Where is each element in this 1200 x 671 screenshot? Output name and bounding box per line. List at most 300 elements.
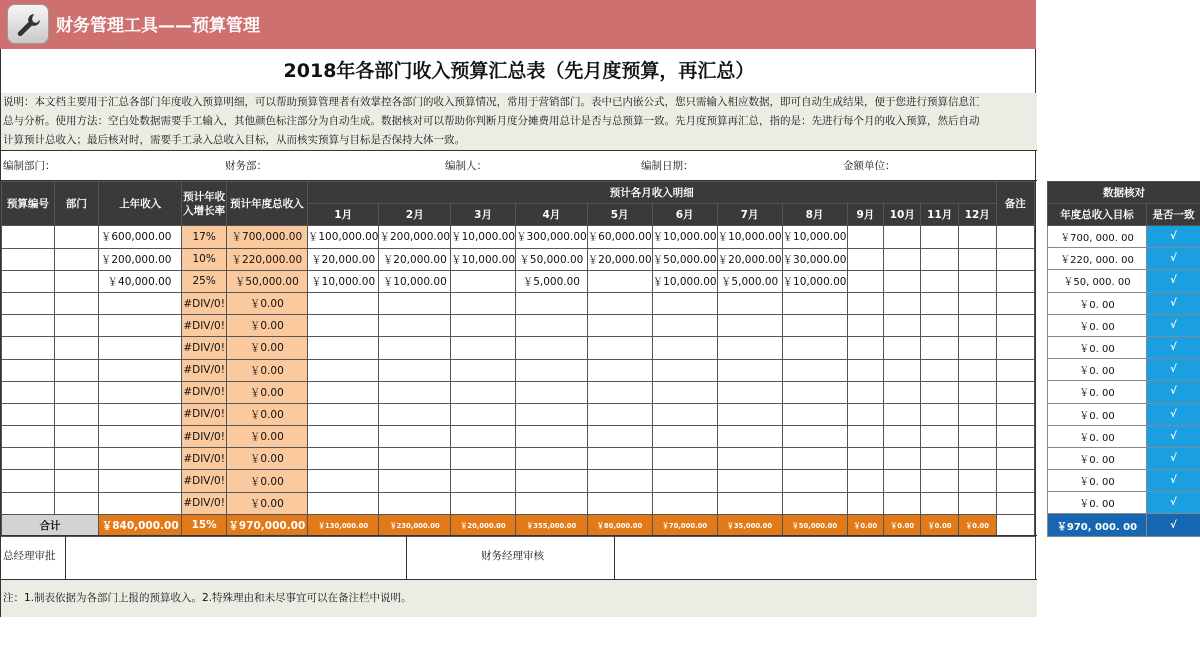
month-cell[interactable] [958, 470, 996, 492]
check-row [1048, 492, 1200, 514]
month-cell[interactable] [652, 381, 717, 403]
last-year-cell[interactable]: ￥600,000.00 [98, 226, 182, 248]
last-year-cell[interactable] [98, 292, 182, 314]
month-cell[interactable] [847, 403, 884, 425]
header-growth-line: 预计年收 [183, 190, 226, 203]
total-cell: ￥0.00 [226, 403, 307, 425]
month-cell[interactable] [307, 315, 379, 337]
check-target-cell[interactable]: ￥0. 00 [1048, 292, 1147, 314]
month-cell[interactable] [921, 403, 959, 425]
remark-cell[interactable] [996, 226, 1034, 248]
month-cell[interactable] [516, 359, 588, 381]
sum-month-cell: ￥0.00 [921, 514, 959, 536]
last-year-cell[interactable] [98, 470, 182, 492]
month-cell[interactable] [958, 381, 996, 403]
month-cell[interactable]: ￥60,000.00 [587, 226, 652, 248]
dept-cell[interactable] [54, 270, 98, 292]
month-cell[interactable] [884, 448, 921, 470]
check-mark-icon: √ [1147, 381, 1200, 403]
remark-cell[interactable] [996, 470, 1034, 492]
month-cell[interactable] [587, 270, 652, 292]
meta-row [1, 150, 1037, 181]
gm-approval-field[interactable] [66, 536, 407, 580]
table-row [2, 315, 1035, 337]
month-cell[interactable] [884, 337, 921, 359]
remark-cell[interactable] [996, 359, 1034, 381]
month-cell[interactable] [307, 337, 379, 359]
code-cell[interactable] [2, 226, 55, 248]
month-cell[interactable] [652, 359, 717, 381]
month-cell[interactable]: ￥10,000.00 [451, 248, 516, 270]
month-cell[interactable] [717, 492, 782, 514]
month-cell[interactable] [652, 426, 717, 448]
last-year-cell[interactable]: ￥40,000.00 [98, 270, 182, 292]
month-cell[interactable] [782, 403, 847, 425]
dept-label[interactable]: 编制部门： [3, 160, 56, 172]
month-cell[interactable] [516, 381, 588, 403]
check-sum-target: ￥970, 000. 00 [1048, 514, 1147, 536]
month-cell[interactable] [921, 248, 959, 270]
growth-rate-cell: #DIV/0! [182, 492, 226, 514]
header-dept: 部门 [54, 182, 98, 226]
check-mark-icon: √ [1147, 248, 1200, 270]
month-cell[interactable] [379, 381, 451, 403]
month-cell[interactable] [652, 315, 717, 337]
code-cell[interactable] [2, 337, 55, 359]
month-cell[interactable] [921, 270, 959, 292]
last-year-cell[interactable] [98, 381, 182, 403]
month-cell[interactable] [782, 492, 847, 514]
dept-cell[interactable] [54, 292, 98, 314]
remark-cell[interactable] [996, 492, 1034, 514]
month-cell[interactable] [652, 403, 717, 425]
month-cell[interactable] [587, 403, 652, 425]
dept-cell[interactable] [54, 359, 98, 381]
month-cell[interactable]: ￥5,000.00 [717, 270, 782, 292]
table-row [2, 292, 1035, 314]
dept-cell[interactable] [54, 381, 98, 403]
remark-cell[interactable] [996, 270, 1034, 292]
month-cell[interactable] [587, 359, 652, 381]
month-cell[interactable] [652, 292, 717, 314]
month-cell[interactable] [652, 492, 717, 514]
month-cell[interactable] [958, 426, 996, 448]
banner-title: 财务管理工具——预算管理 [56, 16, 260, 36]
header-month: 11月 [921, 204, 959, 226]
month-cell[interactable] [379, 403, 451, 425]
check-sum-mark-icon: √ [1147, 514, 1200, 536]
check-sum-row [1048, 514, 1200, 536]
month-cell[interactable] [307, 359, 379, 381]
sum-remark-cell [996, 514, 1034, 536]
month-cell[interactable] [921, 426, 959, 448]
last-year-cell[interactable] [98, 359, 182, 381]
table-row [2, 248, 1035, 270]
month-cell[interactable] [921, 315, 959, 337]
total-cell: ￥0.00 [226, 292, 307, 314]
header-month: 3月 [451, 204, 516, 226]
code-cell[interactable] [2, 403, 55, 425]
month-cell[interactable] [516, 292, 588, 314]
last-year-cell[interactable] [98, 337, 182, 359]
month-cell[interactable] [884, 492, 921, 514]
month-cell[interactable] [307, 448, 379, 470]
month-cell[interactable] [516, 426, 588, 448]
dept-cell[interactable] [54, 448, 98, 470]
month-cell[interactable] [847, 337, 884, 359]
growth-rate-cell: 17% [182, 226, 226, 248]
month-cell[interactable] [884, 426, 921, 448]
month-cell[interactable]: ￥10,000.00 [652, 226, 717, 248]
month-cell[interactable] [307, 492, 379, 514]
month-cell[interactable] [587, 492, 652, 514]
remark-cell[interactable] [996, 448, 1034, 470]
code-cell[interactable] [2, 292, 55, 314]
check-row [1048, 248, 1200, 270]
month-cell[interactable] [847, 381, 884, 403]
check-row [1048, 403, 1200, 425]
month-cell[interactable] [884, 270, 921, 292]
month-cell[interactable]: ￥30,000.00 [782, 248, 847, 270]
month-cell[interactable] [307, 470, 379, 492]
month-cell[interactable]: ￥10,000.00 [782, 226, 847, 248]
remark-cell[interactable] [996, 403, 1034, 425]
month-cell[interactable] [379, 337, 451, 359]
month-cell[interactable] [451, 403, 516, 425]
month-cell[interactable] [884, 359, 921, 381]
dept-cell[interactable] [54, 470, 98, 492]
month-cell[interactable] [717, 337, 782, 359]
check-row [1048, 425, 1200, 447]
remark-cell[interactable] [996, 381, 1034, 403]
month-cell[interactable] [884, 470, 921, 492]
month-cell[interactable] [652, 337, 717, 359]
remark-cell[interactable] [996, 248, 1034, 270]
code-cell[interactable] [2, 359, 55, 381]
remark-cell[interactable] [996, 315, 1034, 337]
month-cell[interactable] [451, 337, 516, 359]
month-cell[interactable] [451, 292, 516, 314]
last-year-cell[interactable] [98, 403, 182, 425]
month-cell[interactable] [307, 381, 379, 403]
total-cell: ￥50,000.00 [226, 270, 307, 292]
check-mark-icon: √ [1147, 470, 1200, 492]
month-cell[interactable] [516, 470, 588, 492]
month-cell[interactable] [451, 470, 516, 492]
table-row [2, 426, 1035, 448]
month-cell[interactable] [717, 426, 782, 448]
month-cell[interactable] [587, 426, 652, 448]
month-cell[interactable] [782, 315, 847, 337]
month-cell[interactable] [451, 381, 516, 403]
growth-rate-cell: #DIV/0! [182, 403, 226, 425]
date-label[interactable]: 编制日期： [641, 160, 694, 172]
month-cell[interactable] [717, 315, 782, 337]
month-cell[interactable] [717, 381, 782, 403]
header-month: 1月 [307, 204, 379, 226]
month-cell[interactable]: ￥300,000.00 [516, 226, 588, 248]
month-cell[interactable] [884, 315, 921, 337]
month-cell[interactable] [884, 292, 921, 314]
month-cell[interactable] [847, 470, 884, 492]
wrench-icon[interactable] [7, 4, 49, 44]
month-cell[interactable] [652, 448, 717, 470]
month-cell[interactable] [958, 403, 996, 425]
code-cell[interactable] [2, 248, 55, 270]
check-target-cell[interactable]: ￥0. 00 [1048, 492, 1147, 514]
remark-cell[interactable] [996, 337, 1034, 359]
month-cell[interactable] [587, 448, 652, 470]
month-cell[interactable] [921, 359, 959, 381]
month-cell[interactable] [921, 448, 959, 470]
check-target-cell[interactable]: ￥0. 00 [1048, 403, 1147, 425]
month-cell[interactable] [451, 359, 516, 381]
dept-cell[interactable] [54, 426, 98, 448]
month-cell[interactable]: ￥10,000.00 [379, 270, 451, 292]
sum-month-cell: ￥0.00 [958, 514, 996, 536]
dept-cell[interactable] [54, 337, 98, 359]
month-cell[interactable] [587, 292, 652, 314]
month-cell[interactable] [782, 448, 847, 470]
header-month: 4月 [516, 204, 588, 226]
total-cell: ￥0.00 [226, 359, 307, 381]
note-line: 总与分析。使用方法：空白处数据需要手工输入，其他颜色标注部分为自动生成。数据核对可以帮助你判断月度分摊费用总计是否与总预算一致。先月度预算再汇总，指的是：先进行每个月的收入预算，然后自动 [3, 115, 980, 127]
check-target-cell[interactable]: ￥0. 00 [1048, 381, 1147, 403]
month-cell[interactable] [921, 470, 959, 492]
month-cell[interactable] [652, 470, 717, 492]
month-cell[interactable] [451, 315, 516, 337]
check-mark-icon: √ [1147, 359, 1200, 381]
month-cell[interactable] [451, 426, 516, 448]
month-cell[interactable] [587, 337, 652, 359]
check-row [1048, 336, 1200, 358]
month-cell[interactable] [307, 292, 379, 314]
month-cell[interactable] [847, 292, 884, 314]
month-cell[interactable] [782, 359, 847, 381]
month-cell[interactable]: ￥20,000.00 [587, 248, 652, 270]
month-cell[interactable] [451, 448, 516, 470]
preparer-label[interactable]: 编制人： [445, 160, 487, 172]
month-cell[interactable] [379, 492, 451, 514]
month-cell[interactable] [516, 337, 588, 359]
fm-review-label: 财务经理审核 [481, 550, 544, 562]
growth-rate-cell: #DIV/0! [182, 426, 226, 448]
month-cell[interactable] [921, 226, 959, 248]
month-cell[interactable]: ￥10,000.00 [307, 270, 379, 292]
unit-label[interactable]: 金额单位： [843, 160, 896, 172]
month-cell[interactable] [958, 337, 996, 359]
month-cell[interactable]: ￥10,000.00 [451, 226, 516, 248]
check-mark-icon: √ [1147, 492, 1200, 514]
code-cell[interactable] [2, 381, 55, 403]
budget-table [1, 181, 1035, 537]
month-cell[interactable] [782, 292, 847, 314]
check-target-cell[interactable]: ￥220, 000. 00 [1048, 248, 1147, 270]
month-cell[interactable]: ￥10,000.00 [782, 270, 847, 292]
growth-rate-cell: #DIV/0! [182, 381, 226, 403]
check-target-cell[interactable]: ￥0. 00 [1048, 336, 1147, 358]
month-cell[interactable] [884, 248, 921, 270]
remark-cell[interactable] [996, 292, 1034, 314]
month-cell[interactable]: ￥5,000.00 [516, 270, 588, 292]
month-cell[interactable] [884, 403, 921, 425]
month-cell[interactable]: ￥20,000.00 [379, 248, 451, 270]
month-cell[interactable] [847, 359, 884, 381]
month-cell[interactable] [379, 359, 451, 381]
last-year-cell[interactable]: ￥200,000.00 [98, 248, 182, 270]
dept-cell[interactable] [54, 248, 98, 270]
month-cell[interactable]: ￥50,000.00 [516, 248, 588, 270]
month-cell[interactable] [847, 226, 884, 248]
footer-note: 注：1.制表依据为各部门上报的预算收入。2.特殊理由和未尽事宜可以在备注栏中说明。 [1, 579, 1037, 617]
month-cell[interactable]: ￥10,000.00 [717, 226, 782, 248]
code-cell[interactable] [2, 448, 55, 470]
check-target-cell[interactable]: ￥0. 00 [1048, 314, 1147, 336]
month-cell[interactable] [717, 470, 782, 492]
month-cell[interactable] [958, 448, 996, 470]
total-cell: ￥0.00 [226, 381, 307, 403]
month-cell[interactable] [782, 470, 847, 492]
check-title: 数据核对 [1048, 182, 1200, 204]
sum-month-cell: ￥355,000.00 [516, 514, 588, 536]
check-target-cell[interactable]: ￥700, 000. 00 [1048, 226, 1147, 248]
last-year-cell[interactable] [98, 448, 182, 470]
month-cell[interactable] [782, 337, 847, 359]
month-cell[interactable] [379, 292, 451, 314]
code-cell[interactable] [2, 470, 55, 492]
month-cell[interactable] [847, 426, 884, 448]
total-cell: ￥700,000.00 [226, 226, 307, 248]
check-target-cell[interactable]: ￥50, 000. 00 [1048, 270, 1147, 292]
gm-label-cell [1, 536, 66, 580]
code-cell[interactable] [2, 270, 55, 292]
month-cell[interactable] [958, 492, 996, 514]
month-cell[interactable] [379, 315, 451, 337]
month-cell[interactable] [451, 270, 516, 292]
month-cell[interactable] [587, 470, 652, 492]
month-cell[interactable] [847, 315, 884, 337]
check-target-cell[interactable]: ￥0. 00 [1048, 447, 1147, 469]
check-target-cell[interactable]: ￥0. 00 [1048, 470, 1147, 492]
total-cell: ￥0.00 [226, 426, 307, 448]
check-col-match: 是否一致 [1147, 204, 1200, 226]
code-cell[interactable] [2, 315, 55, 337]
month-cell[interactable] [847, 270, 884, 292]
month-cell[interactable] [307, 426, 379, 448]
month-cell[interactable] [587, 381, 652, 403]
header-month: 7月 [717, 204, 782, 226]
month-cell[interactable] [921, 492, 959, 514]
month-cell[interactable] [516, 448, 588, 470]
last-year-cell[interactable] [98, 492, 182, 514]
code-cell[interactable] [2, 426, 55, 448]
month-cell[interactable] [587, 315, 652, 337]
gm-approval-label: 总经理审批 [3, 550, 56, 562]
month-cell[interactable] [884, 226, 921, 248]
month-cell[interactable] [379, 470, 451, 492]
month-cell[interactable] [958, 248, 996, 270]
month-cell[interactable] [717, 359, 782, 381]
month-cell[interactable] [717, 448, 782, 470]
table-row [2, 226, 1035, 248]
header-month: 10月 [884, 204, 921, 226]
page-title: 2018年各部门收入预算汇总表（先月度预算，再汇总） [283, 60, 755, 82]
month-cell[interactable]: ￥200,000.00 [379, 226, 451, 248]
month-cell[interactable] [921, 292, 959, 314]
month-cell[interactable] [847, 448, 884, 470]
month-cell[interactable] [717, 403, 782, 425]
month-cell[interactable] [379, 448, 451, 470]
month-cell[interactable]: ￥10,000.00 [652, 270, 717, 292]
table-row [2, 359, 1035, 381]
month-cell[interactable] [782, 426, 847, 448]
check-mark-icon: √ [1147, 425, 1200, 447]
check-row [1048, 470, 1200, 492]
month-cell[interactable] [884, 381, 921, 403]
month-cell[interactable] [921, 337, 959, 359]
sum-month-cell: ￥0.00 [847, 514, 884, 536]
month-cell[interactable] [717, 292, 782, 314]
month-cell[interactable]: ￥20,000.00 [307, 248, 379, 270]
table-row [2, 337, 1035, 359]
month-cell[interactable] [516, 492, 588, 514]
dept-cell[interactable] [54, 403, 98, 425]
check-mark-icon: √ [1147, 270, 1200, 292]
month-cell[interactable]: ￥20,000.00 [717, 248, 782, 270]
month-cell[interactable] [958, 226, 996, 248]
month-cell[interactable]: ￥100,000.00 [307, 226, 379, 248]
last-year-cell[interactable] [98, 315, 182, 337]
month-cell[interactable] [516, 315, 588, 337]
check-row [1048, 226, 1200, 248]
sum-month-cell: ￥0.00 [884, 514, 921, 536]
month-cell[interactable] [451, 492, 516, 514]
last-year-cell[interactable] [98, 426, 182, 448]
dept-cell[interactable] [54, 226, 98, 248]
sum-label: 合计 [2, 514, 99, 536]
month-cell[interactable] [847, 492, 884, 514]
check-row [1048, 447, 1200, 469]
total-cell: ￥0.00 [226, 492, 307, 514]
month-cell[interactable] [516, 403, 588, 425]
dept-cell[interactable] [54, 315, 98, 337]
growth-rate-cell: #DIV/0! [182, 448, 226, 470]
header-month: 12月 [958, 204, 996, 226]
code-cell[interactable] [2, 492, 55, 514]
month-cell[interactable] [958, 270, 996, 292]
month-cell[interactable] [307, 403, 379, 425]
month-cell[interactable] [379, 426, 451, 448]
growth-rate-cell: #DIV/0! [182, 359, 226, 381]
table-row [2, 403, 1035, 425]
check-target-cell[interactable]: ￥0. 00 [1048, 359, 1147, 381]
dept-cell[interactable] [54, 492, 98, 514]
month-cell[interactable]: ￥50,000.00 [652, 248, 717, 270]
month-cell[interactable] [958, 359, 996, 381]
check-target-cell[interactable]: ￥0. 00 [1048, 425, 1147, 447]
month-cell[interactable] [782, 381, 847, 403]
month-cell[interactable] [958, 292, 996, 314]
banner [0, 0, 1036, 49]
month-cell[interactable] [958, 315, 996, 337]
header-month: 9月 [847, 204, 884, 226]
month-cell[interactable] [921, 381, 959, 403]
sum-month-cell: ￥35,000.00 [717, 514, 782, 536]
data-check-panel [1047, 181, 1200, 537]
month-cell[interactable] [847, 248, 884, 270]
remark-cell[interactable] [996, 426, 1034, 448]
finance-label[interactable]: 财务部： [225, 160, 267, 172]
